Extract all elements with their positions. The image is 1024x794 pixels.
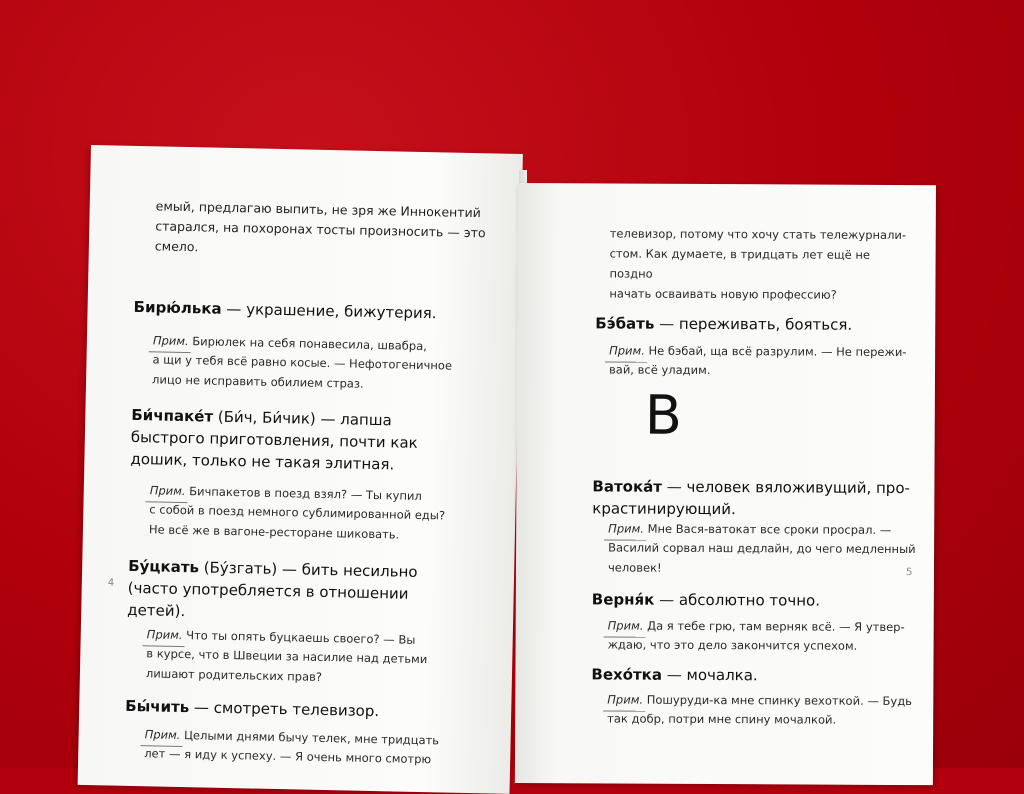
headword: Бу́цкать: [128, 556, 200, 577]
prim-label: Прим.: [608, 520, 644, 536]
prim-label: Прим.: [152, 332, 189, 348]
headword: Бы́чить: [125, 696, 190, 717]
example-text: Целыми днями бычу телек, мне тридцать лет — я иду к успеху. — Я очень много смотрю: [144, 727, 440, 767]
prim-label: Прим.: [144, 726, 181, 742]
right-continuation-text: телевизор, потому что хочу стать тележурнали- стом. Как думаете, в тридцать лет ещё не поздно начать осваивать новую профессию?: [609, 226, 907, 302]
headword: Верня́к: [591, 590, 655, 609]
headword: Би́чпаке́т: [131, 405, 214, 426]
example-text: Пошуруди-ка мне спинку вехоткой. — Будь так добр, потри мне спину мочалкой.: [607, 692, 913, 727]
example-bebat: [609, 321, 919, 381]
prim-label: Прим.: [146, 626, 183, 642]
prim-label: Прим.: [609, 342, 645, 358]
section-letter: В: [644, 383, 682, 447]
prim-label: Прим.: [149, 482, 186, 498]
definition: — переживать, бояться.: [654, 314, 853, 334]
example-text: Не бэбай, ща всё разрулим. — Не пережи- вай, всё уладим.: [608, 343, 907, 378]
example-text: Да я тебе грю, там верняк всё. — Я утвер- ждаю, что это дело закончится успехом.: [607, 618, 905, 653]
example-text: Бирюлек на себя понавесила, швабра, а щи у тебя всё равно косые. — Нефотогеничное лицо не исправить обилием страз.: [151, 333, 453, 391]
left-continuation-text: емый, предлагаю выпить, не зря же Иннокентий старался, на похоронах тосты произносить — это смело.: [154, 198, 486, 255]
definition: — человек вяложивущий, про- крастинирующий.: [592, 477, 911, 519]
left-page: [78, 145, 523, 794]
prim-label: Прим.: [607, 617, 644, 633]
definition: — украшение, бижутерия.: [221, 299, 437, 323]
definition: — абсолютно точно.: [654, 590, 821, 610]
definition: — смотреть телевизор.: [189, 698, 380, 721]
headword: Вехо́тка: [591, 665, 663, 684]
headword: Бэ́бать: [595, 314, 655, 333]
definition: (Би́ч, Би́чик) — лапша быстрого приготовления, почти как дошик, только не такая элитная.: [130, 407, 418, 474]
right-page: [515, 183, 936, 785]
page-number-right: 5: [905, 567, 913, 579]
example-vekhotka: [607, 670, 917, 730]
headword: Ватока́т: [592, 477, 663, 496]
example-text: Мне Вася-ватокат все сроки просрал. — Василий сорвал наш дедлайн, до чего медленный человек!: [607, 521, 916, 575]
example-bychit: [144, 705, 485, 771]
page-number-left: 4: [107, 577, 115, 589]
example-text: Что ты опять буцкаешь своего? — Вы в курсе, что в Швеции за насилие над детьми лишают родительских прав?: [145, 627, 428, 684]
definition: (Бу́згать) — бить несильно (часто употребляется в отношении детей).: [127, 558, 418, 621]
definition: — мочалка.: [661, 665, 758, 685]
prim-label: Прим.: [607, 691, 644, 707]
example-text: Бичпакетов в поезд взял? — Ты купил с собой в поезд немного сублимированной еды? Не всё же в вагоне-ресторане шиковать.: [148, 483, 446, 542]
headword: Бирю́лька: [133, 297, 222, 318]
